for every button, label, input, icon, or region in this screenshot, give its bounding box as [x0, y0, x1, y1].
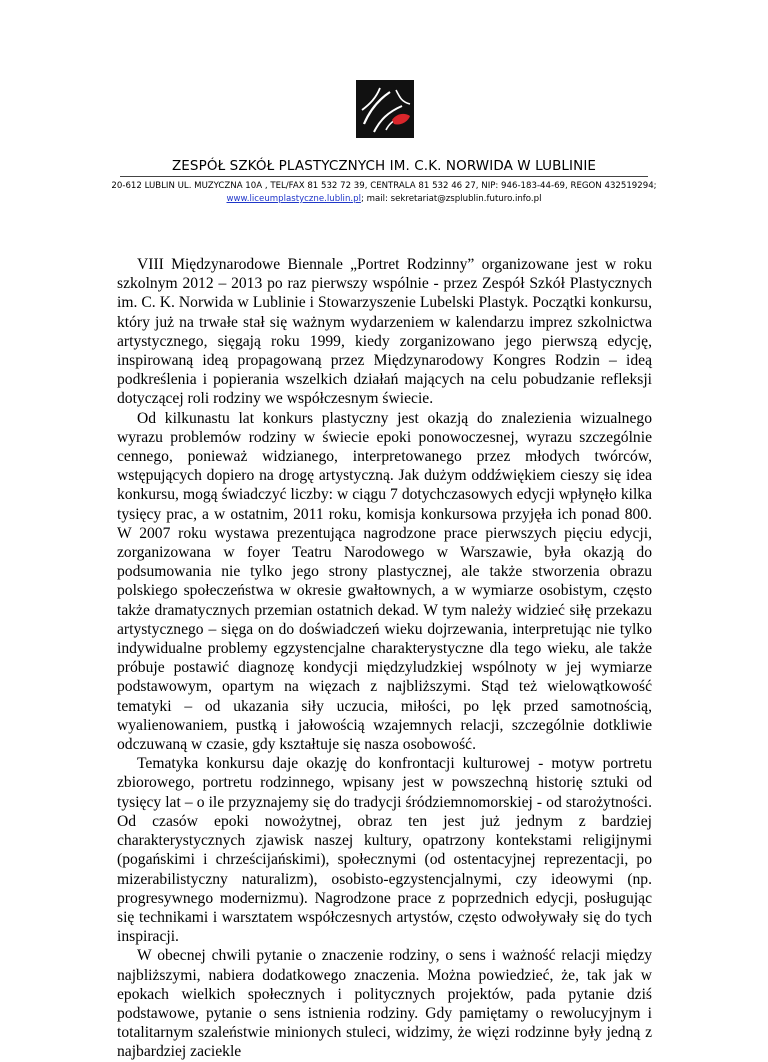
- school-name-heading: ZESPÓŁ SZKÓŁ PLASTYCZNYCH IM. C.K. NORWIDA W LUBLINIE: [171, 158, 597, 174]
- address-line: 20-612 LUBLIN UL. MUZYCZNA 10A , TEL/FAX 81 532 72 39, CENTRALA 81 532 46 27, NIP: 946-183-44-69, REGON 432519294;: [111, 181, 657, 191]
- letter-body: [117, 255, 652, 1062]
- web-mail-line: [0, 193, 768, 206]
- paragraph-1: VIII Międzynarodowe Biennale „Portret Rodzinny” organizowane jest w roku szkolnym 2012 – 2013 po raz pierwszy wspólnie - przez Zespół Szkół Plastycznych im. C. K. Norwida w Lublinie i Stowarzyszenie Lubelski Plastyk. Początki konkursu, który już na trwałe stał się ważnym wydarzeniem w kalendarzu imprez szkolnictwa artystycznego, sięgają roku 1999, kiedy zorganizowano jego pierwszą edycję, inspirowaną ideą propagowaną przez Międzynarodowy Kongres Rodzin – ideą podkreślenia i popierania wszelkich działań mających na celu pobudzanie refleksji dotyczącej roli rodziny we współczesnym świecie.: [117, 256, 652, 408]
- paragraph-2: Od kilkunastu lat konkurs plastyczny jest okazją do znalezienia wizualnego wyrazu problemów rodziny w świecie epoki ponowoczesnej, wyrazu szczególnie cennego, ponieważ widzianego, interpretowanego przez młodych twórców, wstępujących dopiero na drogę artystyczną. Jak dużym oddźwiękiem cieszy się idea konkursu, mogą świadczyć liczby: w ciągu 7 dotychczasowych edycji wpłynęło kilka tysięcy prac, a w ostatnim, 2011 roku, komisja konkursowa przyjęła ich ponad 800. W 2007 roku wystawa prezentująca nagrodzone prace pierwszych pięciu edycji, zorganizowana w foyer Teatru Narodowego w Warszawie, była okazją do podsumowania nie tylko jego strony plastycznej, ale także stworzenia obrazu polskiego społeczeństwa w okresie gwałtownych, a w wymiarze osobistym, często także dramatycznych przemian ostatnich dekad. W tym należy widzieć siłę przekazu artystycznego – sięga on do doświadczeń wieku dojrzewania, interpretując nie tylko indywidualne problemy egzystencjalne charakterystyczne dla tego wieku, ale także próbuje postawić diagnozę kondycji międzyludzkiej wspólnoty w jej wymiarze podstawowym, opartym na więzach z najbliższymi. Stąd też wielowątkowość tematyki – od ukazania siły uczucia, miłości, po lęk przed samotnością, wyalienowaniem, pustką i jałowością wzajemnych relacji, szczególnie dotkliwie odczuwaną w czasie, gdy kształtuje się nasza osobowość.: [117, 409, 652, 754]
- website-link[interactable]: www.liceumplastyczne.lublin.pl: [226, 194, 361, 204]
- paragraph-3: Tematyka konkursu daje okazję do konfrontacji kulturowej - motyw portretu zbiorowego, portretu rodzinnego, wpisany jest w powszechną historię sztuki od tysięcy lat – o ile przyznajemy się do tradycji śródziemnomorskiej - od starożytności. Od czasów epoki nowożytnej, obraz ten jest już jednym z bardziej charakterystycznych zjawisk naszej kultury, opatrzony kontekstami religijnymi (pogańskimi i chrześcijańskimi), społecznymi (od ostentacyjnej reprezentacji, po mizerabilistyczny naturalizm), osobisto-egzystencjalnymi, czy ideowymi (np. progresywnego modernizmu). Nagrodzone prace z poprzednich edycji, posługując się technikami i warsztatem współczesnych artystów, często odwoływały się do tych inspiracji.: [117, 755, 652, 946]
- paragraph-4: W obecnej chwili pytanie o znaczenie rodziny, o sens i ważność relacji między najbliższymi, nabiera dodatkowego znaczenia. Można powiedzieć, że, tak jak w epokach wielkich społecznych i politycznych projektów, pada pytanie dziś podstawowe, pytanie o sens istnienia rodziny. Gdy pamiętamy o rewolucyjnym i totalitarnym szaleństwie minionych stuleci, widzimy, że więzi rodzinne były jedną z najbardziej zaciekle: [117, 947, 652, 1061]
- school-logo-icon: [356, 80, 414, 138]
- contact-block: [0, 180, 768, 206]
- mail-text: ; mail: sekretariat@zsplublin.futuro.info.pl: [360, 194, 542, 204]
- header-divider: [120, 176, 648, 177]
